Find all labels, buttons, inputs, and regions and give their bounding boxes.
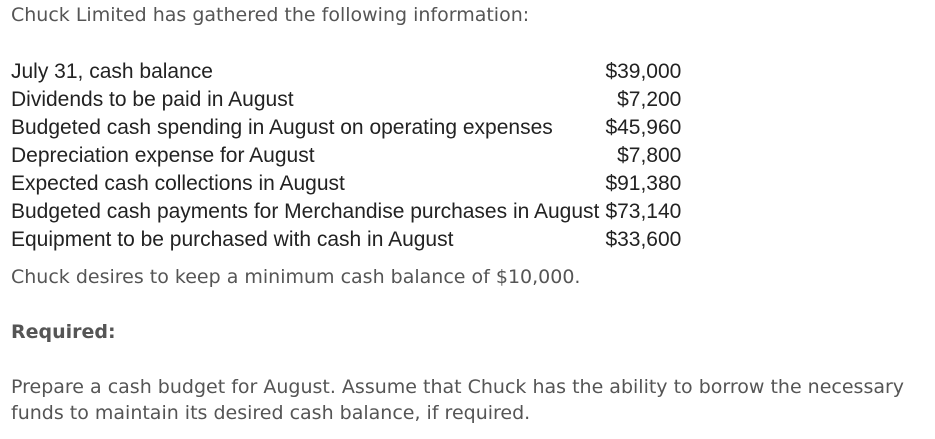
- info-row: [9, 226, 681, 254]
- info-row: [9, 58, 681, 86]
- info-row-value: $73,140: [605, 200, 682, 223]
- info-row-label: Budgeted cash spending in August on operating expenses: [11, 116, 553, 139]
- info-row: [9, 114, 681, 142]
- info-row-value: $7,800: [617, 144, 682, 167]
- info-row-label: Dividends to be paid in August: [11, 88, 294, 111]
- info-row-value: $7,200: [617, 88, 682, 111]
- info-row-value: $91,380: [605, 172, 682, 195]
- info-row-value: $45,960: [605, 116, 682, 139]
- info-table: [9, 58, 681, 254]
- info-row-value: $39,000: [605, 60, 682, 83]
- info-row: [9, 86, 681, 114]
- intro-text: Chuck Limited has gathered the following information:: [11, 4, 530, 26]
- info-row-label: Equipment to be purchased with cash in August: [11, 228, 454, 251]
- info-row-value: $33,600: [605, 228, 682, 251]
- required-heading: Required:: [11, 321, 116, 343]
- info-row: [9, 198, 681, 226]
- info-row-label: Budgeted cash payments for Merchandise purchases in August: [11, 200, 600, 223]
- info-row-label: July 31, cash balance: [11, 60, 213, 83]
- info-row-label: Depreciation expense for August: [11, 144, 315, 167]
- info-row: [9, 142, 681, 170]
- info-row: [9, 170, 681, 198]
- info-row-label: Expected cash collections in August: [11, 172, 345, 195]
- minimum-balance-text: Chuck desires to keep a minimum cash balance of $10,000.: [11, 266, 581, 288]
- instructions-text: Prepare a cash budget for August. Assume that Chuck has the ability to borrow the necessary funds to maintain its desired cash balance, if required.: [11, 376, 905, 424]
